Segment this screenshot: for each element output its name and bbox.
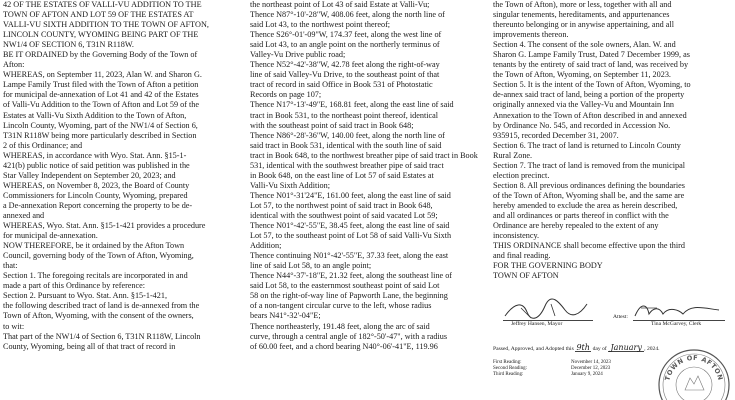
ordinance-text-line: identical with the southwest point of said vacated Lot 59; [250,210,438,220]
ordinance-text-line: Ordinance are hereby repealed to the extent of any [493,221,659,231]
ordinance-text-line: Section 2. Pursuant to Wyo. Stat. Ann. §15-1-421, [3,291,168,301]
ordinance-text-line: 531, identical with the southwest breather pipe of said tract [250,160,444,170]
mayor-signature-scribble-icon [501,298,589,322]
ordinance-text-line: the following described tract of land is de-annexed from the [3,301,200,311]
ordinance-text-line: Afton: [3,60,25,70]
ordinance-text-line: Council, governing body of the Town of Afton, Wyoming, [3,251,194,261]
town-seal-icon [657,348,731,400]
clerk-signature [633,300,721,322]
ordinance-text-line: Thence N86°-28'-36"W, 140.00 feet, along the north line of [250,130,445,140]
ordinance-column-2 [250,0,482,400]
ordinance-text-line: Estates at Valli-Vu Sixth Addition to the Town of Afton, [3,110,187,120]
ordinance-text-line: WHEREAS, Wyo. Stat. Ann. §15-1-421 provides a procedure [3,221,206,231]
ordinance-text-line: Records on page 107; [250,90,322,100]
ordinance-text-line: Thence S26°-01'-09"W, 174.37 feet, along the west line of [250,30,442,40]
passed-month: January [608,344,644,352]
readings-table [493,360,663,379]
passed-text: Passed, Approved, and Adopted this [493,346,574,352]
ordinance-text-line: TOWN OF AFTON [493,271,559,281]
town-seal [657,348,731,400]
ordinance-text-line: for municipal de-annexation. [3,231,98,241]
ordinance-text-line: hereby amended to exclude the area as herein described, [493,200,678,210]
ordinance-text-line: election precinct. [493,170,550,180]
ordinance-text-line: Thence N52°-42'-38"W, 42.78 feet along the right-of-way [250,60,440,70]
seal-top-text: TOWN OF AFTON [663,353,725,382]
ordinance-text-line: said Lot 43, to the northwest point thereof; [250,20,391,30]
ordinance-text-line: Lampe Family Trust filed with the Town of Afton a petition [3,80,199,90]
passed-day-of: day of [592,346,607,352]
mayor-name: Jeffrey Hansen, Mayor [511,321,563,327]
ordinance-text-line: in Book 648, on the east line of Lot 57 of said Estates at [250,170,434,180]
reading-date: January 9, 2024 [571,372,603,378]
ordinance-text-line: Valley-Vu Drive public road; [250,50,346,60]
ordinance-column-3-text [493,0,731,281]
ordinance-text-line: of Valli-Vu Addition to the Town of Afton and Lot 59 of the [3,100,200,110]
attest-label: Attest: [613,314,628,320]
ordinance-text-line: FOR THE GOVERNING BODY [493,261,603,271]
reading-label: First Reading: [493,360,522,365]
ordinance-text-line: tract of record in said Office in Book 531 of Photostatic [250,80,433,90]
ordinance-text-line: that: [3,261,18,271]
ordinance-text-line: 42 OF THE ESTATES OF VALLI-VU ADDITION TO THE [3,0,202,9]
ordinance-text-line: a De-annexation Report concerning the property to be de- [3,200,193,210]
ordinance-text-line: de-annex said tract of land, being a portion of the property [493,90,685,100]
ordinance-text-line: made a part of this Ordinance by reference: [3,281,146,291]
ordinance-text-line: Section 6. The tract of land is returned to Lincoln County [493,140,681,150]
ordinance-text-line: said Lot 58, to the easternmost southeast point of said Lot [250,281,440,291]
ordinance-column-1 [3,0,235,400]
ordinance-text-line: Thence N44°-37'-18"E, 21.32 feet, along the southeast line of [250,271,453,281]
ordinance-text-line: said tract in Book 531, identical with the south line of said [250,140,442,150]
ordinance-text-line: Town of Afton, Wyoming, with the consent of the owners, [3,311,194,321]
ordinance-text-line: Thence N17°-13'-49"E, 168.81 feet, along the east line of said [250,100,454,110]
ordinance-text-line: WHEREAS, on September 11, 2023, Alan W. and Sharon G. [3,70,202,80]
reading-label: Second Reading: [493,366,528,372]
ordinance-text-line: by Ordinance No. 545, and recorded in Accession No. [493,120,671,130]
ordinance-text-line: to wit: [3,321,25,331]
ordinance-text-line: tenants by the entirety of said tract of land, was received by [493,60,689,70]
ordinance-text-line: Sharon G. Lampe Family Trust, Dated 7 December 1999, as [493,50,690,60]
ordinance-text-line: tract in Book 531, to the northeast point thereof, identical [250,110,439,120]
ordinance-text-line: Thence N01°-31'24"E, 161.00 feet, along the east line of said [250,190,451,200]
mayor-signature [501,298,589,322]
reading-row [493,372,663,378]
ordinance-text-line: Section 5. It is the intent of the Town of Afton, Wyoming, to [493,80,691,90]
ordinance-text-line: with the southeast point of said tract in Book 648; [250,120,414,130]
ordinance-text-line: the northeast point of Lot 43 of said Estate at Valli-Vu; [250,0,430,9]
ordinance-text-line: Lot 57, to the northwest point of said tract in Book 648, [250,200,433,210]
ordinance-text-line: Star Valley Independent on September 20, 2023; and [3,170,176,180]
ordinance-text-line: Annexation to the Town of Afton described in and annexed [493,110,687,120]
signature-block [493,296,731,338]
reading-date: November 14, 2023 [571,360,611,365]
ordinance-text-line: Commissioners for Lincoln County, Wyoming, prepared [3,190,188,200]
ordinance-text-line: Rural Zone. [493,150,533,160]
ordinance-text-line: TOWN OF AFTON AND LOT 59 OF THE ESTATES AT [3,10,194,20]
ordinance-text-line: Thence N01°-42'-55"E, 38.45 feet, along the east line of said [250,221,450,231]
ordinance-text-line: tract in Book 648, to the northwest breather pipe of said tract in Book [250,150,478,160]
ordinance-text-line: inconsistency. [493,231,540,241]
ordinance-text-line: WHEREAS, in accordance with Wyo. Stat. Ann. §15-1- [3,150,187,160]
ordinance-text-line: annexed and [3,210,45,220]
ordinance-text-line: Section 4. The consent of the sole owners, Alan. W. and [493,40,676,50]
ordinance-text-line: Section 8. All previous ordinances defining the boundaries [493,180,685,190]
ordinance-column-3 [493,0,731,400]
ordinance-text-line: County, Wyoming, being all of that tract of record in [3,341,176,351]
ordinance-text-line: 58 on the right-of-way line of Papworth Lane, the beginning [250,291,448,301]
ordinance-text-line: T31N R118W being more particularly described in Section [3,130,197,140]
ordinance-text-line: Section 7. The tract of land is removed from the municipal [493,160,685,170]
ordinance-text-line: line of said Valley-Vu Drive, to the southeast point of that [250,70,440,80]
ordinance-text-line: the Town of Afton), more or less, together with all and [493,0,672,9]
ordinance-text-line: bears N41°-32'-04"E; [250,311,321,321]
passed-year: , 2024. [644,346,660,352]
ordinance-text-line: and all ordinances or parts thereof in conflict with the [493,210,669,220]
ordinance-text-line: Lot 57, to the southeast point of Lot 58 of said Valli-Vu Sixth [250,231,452,241]
ordinance-text-line: Valli-Vu Sixth Addition; [250,180,331,190]
reading-label: Third Reading: [493,372,524,378]
ordinance-text-line: 421(b) public notice of said petition was published in the [3,160,190,170]
ordinance-text-line: 2 of this Ordinance; and [3,140,83,150]
ordinance-text-line: That part of the NW1/4 of Section 6, T31N R118W, Lincoln [3,331,201,341]
ordinance-text-line: of the Town of Afton, Wyoming shall be, and the same are [493,190,685,200]
ordinance-text-line: of 60.00 feet, and a chord bearing N40°-06'-41"E, 119.96 [250,341,438,351]
ordinance-text-line: curve, through a central angle of 182°-50'-47", with a radius [250,331,448,341]
ordinance-text-line: 935915, recorded December 31, 2007. [493,130,619,140]
ordinance-text-line: originally annexed via the Valley-Vu and Mountain Inn [493,100,675,110]
ordinance-text-line: said Lot 43, to an angle point on the northerly terminus of [250,40,440,50]
clerk-signature-scribble-icon [633,300,721,322]
clerk-name: Tina McGarvey, Clerk [651,321,702,327]
ordinance-text-line: improvements thereon. [493,30,569,40]
ordinance-text-line: Thence northeasterly, 191.48 feet, along the arc of said [250,321,430,331]
ordinance-text-line: NW1/4 OF SECTION 6, T31N R118W. [3,40,134,50]
ordinance-text-line: WHEREAS, on November 8, 2023, the Board of County [3,180,190,190]
ordinance-text-line: Lincoln County, Wyoming, part of the NW1/4 of Section 6, [3,120,198,130]
ordinance-text-line: VALLI-VU SIXTH ADDITION TO THE TOWN OF AFTON, [3,20,209,30]
ordinance-text-line: of a non-tangent circular curve to the left, whose radius [250,301,432,311]
ordinance-text-line: the Town of Afton, Wyoming, on September 11, 2023. [493,70,671,80]
ordinance-text-line: for municipal de-annexation of Lot 41 and 42 of the Estates [3,90,199,100]
ordinance-text-line: Thence continuing N01°-42'-55"E, 37.33 feet, along the east [250,251,449,261]
ordinance-text-line: line of said Lot 58, to an angle point; [250,261,372,271]
ordinance-text-line: Thence N87°-10'-28"W, 408.06 feet, along the north line of [250,10,445,20]
ordinance-text-line: and final reading. [493,251,551,261]
ordinance-text-line: THIS ORDINANCE shall become effective upon the third [493,241,685,251]
ordinance-text-line: NOW THEREFORE, be it ordained by the Afton Town [3,241,185,251]
ordinance-text-line: LINCOLN COUNTY, WYOMING BEING PART OF THE [3,30,199,40]
ordinance-text-line: thereunto belonging or in anywise appertaining, and all [493,20,674,30]
reading-date: December 12, 2023 [571,366,611,372]
ordinance-text-line: Section 1. The foregoing recitals are incorporated in and [3,271,188,281]
ordinance-text-line: Addition; [250,241,282,251]
ordinance-text-line: singular tenements, hereditaments, and appurtenances [493,10,670,20]
passed-day: 9th [576,343,590,352]
ordinance-text-line: BE IT ORDAINED by the Governing Body of the Town of [3,50,198,60]
